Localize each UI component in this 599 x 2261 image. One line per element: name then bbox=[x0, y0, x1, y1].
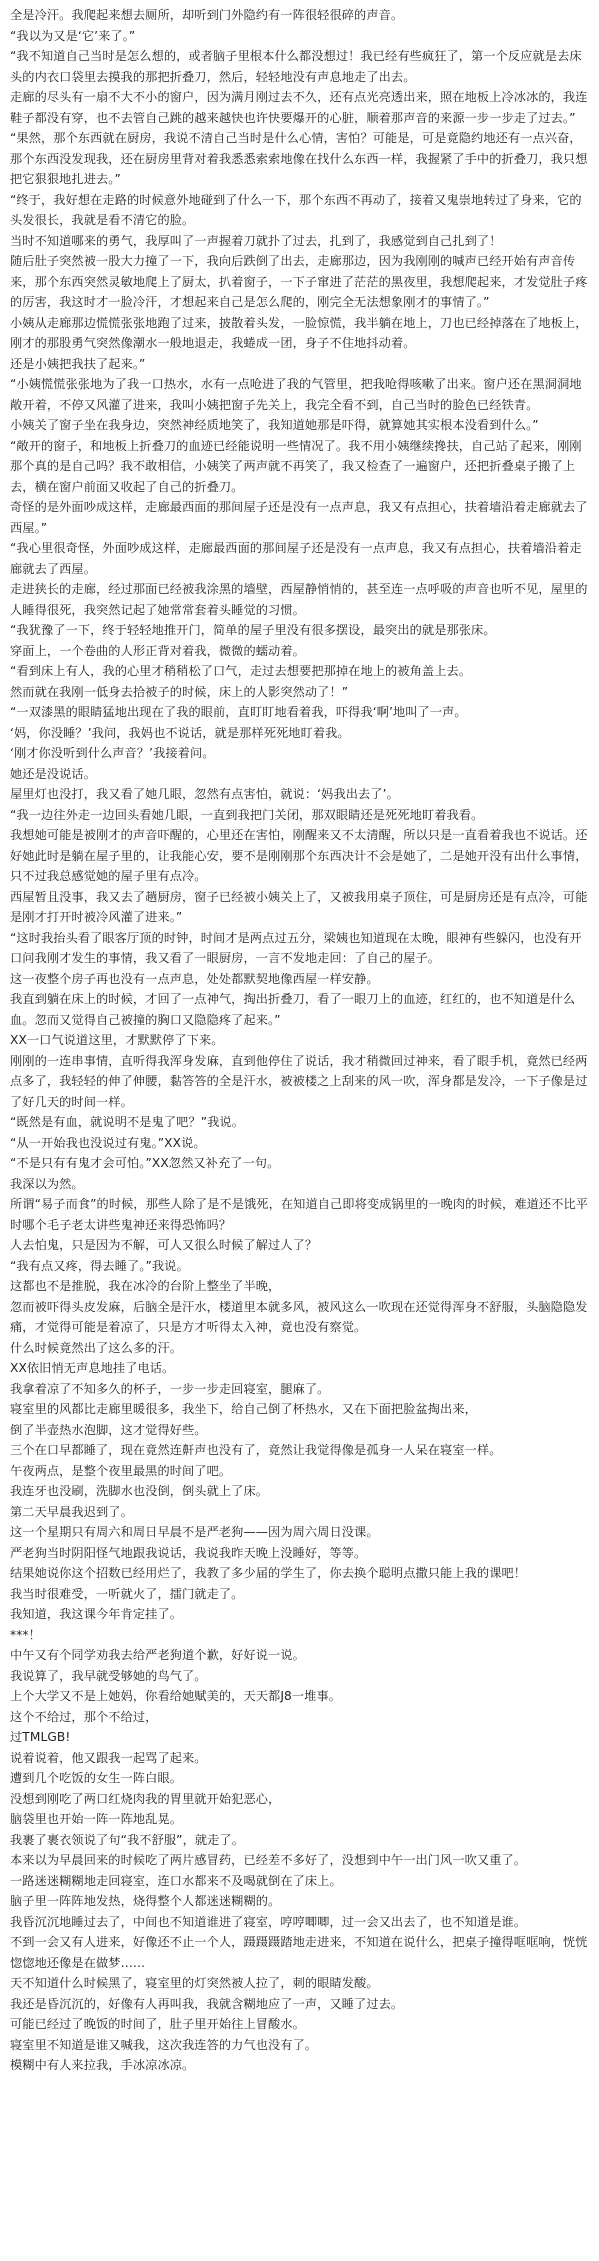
paragraph: 我昏沉沉地睡过去了，中间也不知道谁进了寝室，哼哼唧唧，过一会又出去了，也不知道是谁。 bbox=[10, 1914, 527, 1929]
paragraph: 还是小姨把我扶了起来。” bbox=[10, 356, 146, 371]
paragraph: “我一边往外走一边回头看她几眼，一直到我把门关闭，那双眼睛还是死死地盯着我看。 bbox=[10, 807, 484, 822]
paragraph: 我想她可能是被刚才的声音吓醒的，心里还在害怕，刚醒来又不太清醒，所以只是一直看着我也不说话。还好她此时是躺在屋子里的，让我能心安，要不是刚刚那个东西决计不会是她了，二是她开没有出什么事情，只不过我总感觉她的屋子里有点冷。 bbox=[10, 828, 588, 883]
paragraph: 不到一会又有人进来，好像还不止一个人，蹑蹑蹑踏地走进来，不知道在说什么，把桌子撞得哐哐响，恍恍惚惚地还像是在做梦…… bbox=[10, 1935, 588, 1970]
paragraph: 倒了半壶热水泡脚，这才觉得好些。 bbox=[10, 1422, 207, 1437]
paragraph: 可能已经过了晚饭的时间了，肚子里开始往上冒酸水。 bbox=[10, 2017, 305, 2031]
paragraph: 当时不知道哪来的勇气，我厚叫了一声握着刀就扑了过去，扎到了，我感觉到自己扎到了！ bbox=[10, 233, 502, 248]
paragraph: 这都也不是推脱，我在冰冷的台阶上整坐了半晚， bbox=[10, 1279, 281, 1293]
paragraph: 我拿着凉了不知多久的杯子，一步一步走回寝室，腿麻了。 bbox=[10, 1381, 330, 1396]
paragraph: “一双漆黑的眼睛猛地出现在了我的眼前，直盯盯地看着我，吓得我‘啊’地叫了一声。 bbox=[10, 705, 467, 719]
paragraph: 模糊中有人来拉我，手冰凉冰凉。 bbox=[10, 2058, 195, 2072]
paragraph: 然而就在我刚一低身去拾被子的时候，床上的人影突然动了！” bbox=[10, 684, 349, 699]
paragraph: ‘刚才你没听到什么声音？’我接着问。 bbox=[10, 746, 215, 760]
paragraph: 所谓“易子而食”的时候，那些人除了是不是饿死，在知道自己即将变成锅里的一晚肉的时候，难道还不比平时哪个毛子老太讲些鬼神还来得恐怖吗？ bbox=[10, 1197, 589, 1232]
paragraph: 我连牙也没刷，洗脚水也没倒，倒头就上了床。 bbox=[10, 1484, 269, 1498]
paragraph: 中午又有个同学劝我去给严老狗道个歉，好好说一说。 bbox=[10, 1648, 305, 1662]
paragraph: 三个在口早都睡了，现在竟然连鼾声也没有了，竟然让我觉得像是孤身一人呆在寝室一样。 bbox=[10, 1443, 502, 1457]
paragraph: 一路迷迷糊糊地走回寝室，连口水都来不及喝就倒在了床上。 bbox=[10, 1873, 342, 1888]
paragraph: 随后肚子突然被一股大力撞了一下，我向后跌倒了出去，走廊那边，因为我刚刚的喊声已经开始有声音传来，那个东西突然灵敏地爬上了厨太，扒着窗子，一下子窜进了茫茫的黑夜里，我想爬起来，才发觉肚子疼的厉害，我这时才一脸冷汗，才想起来自己是怎么爬的，刚完全无法想象刚才的事情了。” bbox=[10, 254, 588, 309]
paragraph: “从一开始我也没说过有鬼。”XX说。 bbox=[10, 1135, 206, 1150]
paragraph: 脑袋里也开始一阵一阵地乱晃。 bbox=[10, 1812, 183, 1826]
paragraph: 我还是昏沉沉的，好像有人再叫我，我就含糊地应了一声，又睡了过去。 bbox=[10, 1996, 404, 2011]
paragraph: 这一个星期只有周六和周日早晨不是严老狗——因为周六周日没课。 bbox=[10, 1525, 379, 1539]
paragraph: “我有点又疼，得去睡了。”我说。 bbox=[10, 1258, 189, 1273]
paragraph: 小姨从走廊那边慌慌张张地跑了过来，披散着头发，一脸惊慌，我半躺在地上，刀也已经掉落在了地板上，刚才的那股勇气突然像潮水一般地退走，我蜷成一团，身子不住地抖动着。 bbox=[10, 315, 588, 350]
paragraph: XX一口气说道这里，才默默停了下来。 bbox=[10, 1033, 224, 1047]
paragraph: 这一夜整个房子再也没有一点声息，处处都默契地像西屋一样安静。 bbox=[10, 971, 379, 986]
paragraph: “敞开的窗子，和地板上折叠刀的血迹已经能说明一些情况了。我不用小姨继续搀扶，自己站了起来，刚刚那个真的是自己吗？我不敢相信，小姨笑了两声就不再笑了，我又检查了一遍窗户，还把折叠桌子搬了上去，横在窗户前面又收起了自己的折叠刀。 bbox=[10, 438, 582, 494]
paragraph: 屋里灯也没打，我又看了她几眼，忽然有点害怕，就说：‘妈我出去了’。 bbox=[10, 787, 399, 801]
paragraph: XX依旧悄无声息地挂了电话。 bbox=[10, 1361, 175, 1375]
paragraph: “我不知道自己当时是怎么想的，或者脑子里根本什么都没想过！我已经有些疯狂了，第一个反应就是去床头的内衣口袋里去摸我的那把折叠刀，然后，轻轻地没有声息地走了出去。 bbox=[10, 49, 582, 84]
paragraph: 她还是没说话。 bbox=[10, 766, 97, 781]
paragraph: 这个不给过，那个不给过， bbox=[10, 1709, 158, 1724]
paragraph: 我深以为然。 bbox=[10, 1176, 84, 1191]
paragraph: 小姨关了窗子坐在我身边，突然神经质地笑了，我知道她那是吓得，就算她其实根本没看到什么。” bbox=[10, 418, 539, 432]
paragraph: 走进狭长的走廊，经过那面已经被我涂黑的墙壁，西屋静悄悄的，甚至连一点呼吸的声音也听不见，屋里的人睡得很死，我突然记起了她常常套着头睡觉的习惯。 bbox=[10, 582, 588, 617]
paragraph: 第二天早晨我迟到了。 bbox=[10, 1504, 133, 1519]
paragraph: “这时我抬头看了眼客厅顶的时钟，时间才是两点过五分，梁姨也知道现在太晚，眼神有些躲闪，也没有开口问我刚才发生的事情，我又看了一眼厨房，一言不发地走回：了自己的屋子。 bbox=[10, 930, 582, 965]
paragraph: “小姨慌慌张张地为了我一口热水，水有一点呛进了我的气管里，把我呛得咳嗽了出来。窗户还在黑洞洞地敞开着，不停又风灌了进来，我叫小姨把窗子先关上，我完全看不到，自己当时的脸色已经铁青。 bbox=[10, 377, 582, 412]
paragraph: “终于，我好想在走路的时候意外地碰到了什么一下，那个东西不再动了，接着又鬼崇地转过了身来，它的头发很长，我就是看不清它的脸。 bbox=[10, 192, 582, 227]
paragraph: 过TMLGB! bbox=[10, 1730, 71, 1744]
paragraph: “既然是有血，就说明不是鬼了吧？”我说。 bbox=[10, 1115, 245, 1129]
paragraph: 西屋暂且没事，我又去了趟厨房，窗子已经被小姨关上了，又被我用桌子顶住，可是厨房还是有点冷，可能是刚才打开时被冷风灌了进来。” bbox=[10, 889, 588, 924]
paragraph: 结果她说你这个招数已经用烂了，我教了多少届的学生了，你去换个聪明点撒只能上我的课吧！ bbox=[10, 1566, 527, 1580]
paragraph: 忽而被吓得头皮发麻，后脑全是汗水，楼道里本就多风，被风这么一吹现在还觉得浑身不舒服，头脑隐隐发痛，才觉得可能是着凉了，只是方才听得太入神，竟也没有察觉。 bbox=[10, 1299, 588, 1334]
paragraph: 人去怕鬼，只是因为不解，可人又很么时候了解过人了？ bbox=[10, 1238, 318, 1252]
paragraph: 我当时很难受，一听就火了，擂门就走了。 bbox=[10, 1586, 244, 1601]
paragraph: 我说算了，我早就受够她的鸟气了。 bbox=[10, 1668, 207, 1683]
paragraph: 午夜两点，是整个夜里最黑的时间了吧。 bbox=[10, 1463, 232, 1478]
paragraph: 我直到躺在床上的时候，才回了一点神气，掏出折叠刀，看了一眼刀上的血迹，红红的，也不知道是什么血。忽而又觉得自己被撞的胸口又隐隐疼了起来。” bbox=[10, 992, 576, 1027]
paragraph: 走廊的尽头有一扇不大不小的窗户，因为满月刚过去不久，还有点光亮透出来，照在地板上冷冰冰的，我连鞋子都没有穿，也不去管自己跳的越来越快也许快要爆开的心脏，顺着那声音的来源一步一步走了过去。” bbox=[10, 90, 588, 125]
paragraph: 奇怪的是外面吵成这样，走廊最西面的那间屋子还是没有一点声息，我又有点担心，扶着墙沿着走廊就去了西屋。” bbox=[10, 500, 588, 535]
paragraph: 严老狗当时阴阳怪气地跟我说话，我说我昨天晚上没睡好，等等。 bbox=[10, 1545, 367, 1560]
paragraph: 我知道，我这课今年肯定挂了。 bbox=[10, 1607, 183, 1621]
paragraph: 什么时候竟然出了这么多的汗。 bbox=[10, 1340, 183, 1355]
paragraph: 我裹了裹衣领说了句“我不舒服”，就走了。 bbox=[10, 1832, 245, 1847]
paragraph: 穿面上，一个卷曲的人形正背对着我，微微的蠕动着。 bbox=[10, 643, 305, 658]
paragraph: 说着说着，他又跟我一起骂了起来。 bbox=[10, 1750, 207, 1765]
paragraph: 全是冷汗。我爬起来想去厕所，却听到门外隐约有一阵很轻很碎的声音。 bbox=[10, 8, 404, 22]
paragraph: ***！ bbox=[10, 1627, 41, 1642]
paragraph: 天不知道什么时候黑了，寝室里的灯突然被人拉了，刺的眼睛发酸。 bbox=[10, 1976, 379, 1990]
paragraph: “果然，那个东西就在厨房，我说不清自己当时是什么心情，害怕？可能是，可是竟隐约地还有一点兴奋，那个东西没发现我，还在厨房里背对着我悉悉索索地像在找什么东西一样，我握紧了手中的折叠刀，我只想把它狠狠地扎进去。” bbox=[10, 131, 588, 186]
paragraph: ‘妈，你没睡？’我问，我妈也不说话，就是那样死死地盯着我。 bbox=[10, 725, 350, 740]
paragraph: 遭到几个吃饭的女生一阵白眼。 bbox=[10, 1771, 183, 1785]
paragraph: 本来以为早晨回来的时候吃了两片感冒药，已经差不多好了，没想到中午一出门风一吹又重了。 bbox=[10, 1853, 527, 1867]
paragraph: “不是只有有鬼才会可怕。”XX忽然又补充了一句。 bbox=[10, 1156, 280, 1170]
paragraph: 上个大学又不是上她妈，你看给她赋美的，天天都J8一堆事。 bbox=[10, 1689, 342, 1703]
paragraph: 刚刚的一连串事情，直听得我浑身发麻，直到他停住了说话，我才稍微回过神来，看了眼手机，竟然已经两点多了，我轻轻的伸了伸腰，黏答答的全是汗水，被被楼之上刮来的风一吹，浑身都是发冷，一下子像是过了好几天的时间一样。 bbox=[10, 1053, 588, 1109]
paragraph: “我犹豫了一下，终于轻轻地推开门，简单的屋子里没有很多摆设，最突出的就是那张床。 bbox=[10, 623, 496, 637]
paragraph: 寝室里不知道是谁又喊我，这次我连答的力气也没有了。 bbox=[10, 2037, 318, 2052]
paragraph: “看到床上有人，我的心里才稍稍松了口气，走过去想要把那掉在地上的被角盖上去。 bbox=[10, 664, 472, 678]
paragraph: 脑子里一阵阵地发热，烧得整个人都迷迷糊糊的。 bbox=[10, 1894, 281, 1908]
paragraph: 寝室里的风都比走廊里暖很多，我坐下，给自己倒了杯热水，又在下面把脸盆掏出来， bbox=[10, 1402, 477, 1416]
paragraph: “我以为又是‘它’来了。” bbox=[10, 28, 136, 43]
paragraph: 没想到刚吃了两口红烧肉我的胃里就开始犯恶心， bbox=[10, 1791, 281, 1806]
paragraph: “我心里很奇怪，外面吵成这样，走廊最西面的那间屋子还是没有一点声息，我又有点担心，扶着墙沿着走廊就去了西屋。 bbox=[10, 541, 582, 576]
